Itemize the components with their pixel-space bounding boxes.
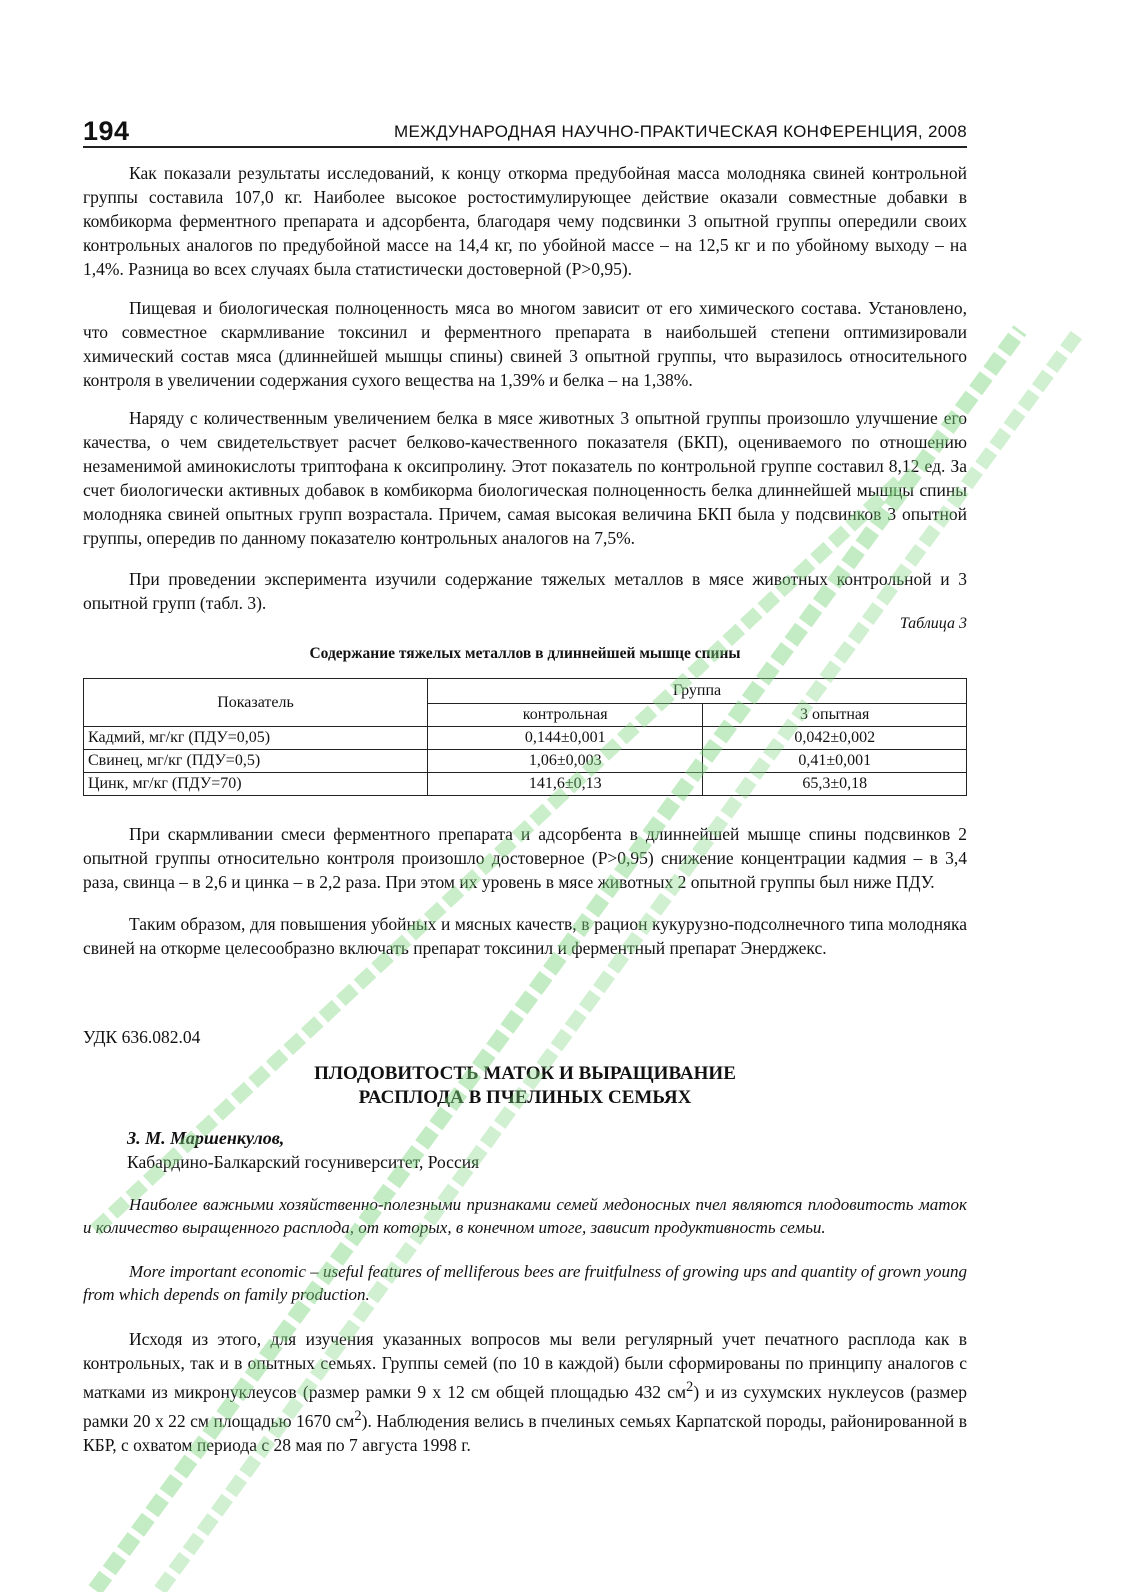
header-rule [83,146,967,148]
row-label: Цинк, мг/кг (ПДУ=70) [84,773,428,796]
author-name: З. М. Маршенкулов, [127,1128,285,1148]
metals-table [83,678,967,796]
cell-exp3: 0,41±0,001 [703,750,967,773]
table-row [84,750,967,773]
paragraph-7-part-2: ) и из сухумских нуклеусов (размер рамки 20 х 22 см площадью 1670 см [83,1381,967,1431]
paragraph-4: При проведении эксперимента изучили содержание тяжелых металлов в мясе животных контрольной и 3 опытной групп (табл. 3). [83,569,967,613]
paragraph-7-part-1: Исходя из этого, для изучения указанных вопросов мы вели регулярный учет печатного расплода как в контрольных, так и в опытных семьях. Группы семей (по 10 в каждой) были сформированы по принципу аналогов с матками из микронуклеусов (размер рамки 9 х 12 см общей площадью 432 см [83,1329,967,1402]
article-title-line-2: РАСПЛОДА В ПЧЕЛИНЫХ СЕМЬЯХ [358,1087,692,1108]
header-indicator: Показатель [84,679,428,727]
abstract-en: More important economic – useful features of melliferous bees are fruitfulness of growing ups and quantity of grown young from which depends on family production. [83,1262,967,1304]
table-title: Содержание тяжелых металлов в длиннейшей мышце спины [309,645,741,662]
paragraph-7-part-3: ). Наблюдения велись в пчелиных семьях Карпатской породы, районированной в КБР, с охватом периода с 28 мая по 7 августа 1998 г. [83,1410,967,1455]
cell-exp3: 0,042±0,002 [703,727,967,750]
paragraph-5: При скармливании смеси ферментного препарата и адсорбента в длиннейшей мышце спины подсвинков 2 опытной группы относительно контроля произошло достоверное (P>0,95) снижение концентрации кадмия – в 3,4 раза, свинца – в 2,6 и цинка – в 2,2 раза. При этом их уровень в мясе животных 2 опытной группы был ниже ПДУ. [83,824,967,892]
cell-control: 0,144±0,001 [428,727,703,750]
superscript: 2 [686,1379,694,1395]
cell-exp3: 65,3±0,18 [703,773,967,796]
table-label: Таблица 3 [899,615,967,632]
paragraph-6: Таким образом, для повышения убойных и мясных качеств, в рацион кукурузно-подсолнечного типа молодняка свиней на откорме целесообразно включать препарат токсинил и ферментный препарат Энерджекс. [83,914,967,958]
header-control: контрольная [428,704,703,727]
header-group: Группа [428,679,967,704]
paragraph-3: Наряду с количественным увеличением белка в мясе животных 3 опытной группы произошло улучшение его качества, о чем свидетельствует расчет белково-качественного показателя (БКП), оцениваемого по отношению незаменимой аминокислоты триптофана к оксипролину. Этот показатель по контрольной группе составил 8,12 ед. За счет биологически активных добавок в комбикорма биологическая полноценность белка длиннейшей мышцы спины молодняка свиней опытных групп возрастала. Причем, самая высокая величина БКП была у подсвинков 3 опытной группы, опередив по данному показателю контрольных аналогов на 7,5%. [83,408,967,548]
row-label: Свинец, мг/кг (ПДУ=0,5) [84,750,428,773]
header-exp3: 3 опытная [703,704,967,727]
cell-control: 141,6±0,13 [428,773,703,796]
paragraph-2: Пищевая и биологическая полноценность мяса во многом зависит от его химического состава. Установлено, что совместное скармливание токсинил и ферментного препарата в наибольшей степени оптимизировали химический состав мяса (длиннейшей мышцы спины) свиней 3 опытной группы, что выразилось относительного контроля в увеличении содержания сухого вещества на 1,39% и белка – на 1,38%. [83,298,967,390]
cell-control: 1,06±0,003 [428,750,703,773]
article-title-line-1: ПЛОДОВИТОСТЬ МАТОК И ВЫРАЩИВАНИЕ [314,1063,736,1084]
row-label: Кадмий, мг/кг (ПДУ=0,05) [84,727,428,750]
author-affiliation: Кабардино-Балкарский госуниверситет, Россия [127,1152,480,1172]
table-row [84,727,967,750]
article-title [83,1062,967,1110]
table-row [84,773,967,796]
paragraph-7 [83,1327,967,1457]
paragraph-1: Как показали результаты исследований, к концу откорма предубойная масса молодняка свиней контрольной группы составила 107,0 кг. Наиболее высокое ростостимулирующее действие оказали совместные добавки в комбикорма ферментного препарата и адсорбента, благодаря чему подсвинки 3 опытной группы опередили своих контрольных аналогов по предубойной массе на 14,4 кг, по убойной массе – на 12,5 кг и по убойному выходу – на 1,4%. Разница во всех случаях была статистически достоверной (P>0,95). [83,163,967,279]
abstract-ru: Наиболее важными хозяйственно-полезными признаками семей медоносных пчел являются плодовитость маток и количество выращенного расплода, от которых, в конечном итоге, зависит продуктивность семьи. [83,1195,967,1237]
table-header-row [84,679,967,704]
udk-code: УДК 636.082.04 [83,1027,201,1047]
page-number: 194 [83,116,130,146]
running-head: МЕЖДУНАРОДНАЯ НАУЧНО-ПРАКТИЧЕСКАЯ КОНФЕРЕНЦИЯ, 2008 [394,122,967,141]
superscript: 2 [354,1407,362,1424]
